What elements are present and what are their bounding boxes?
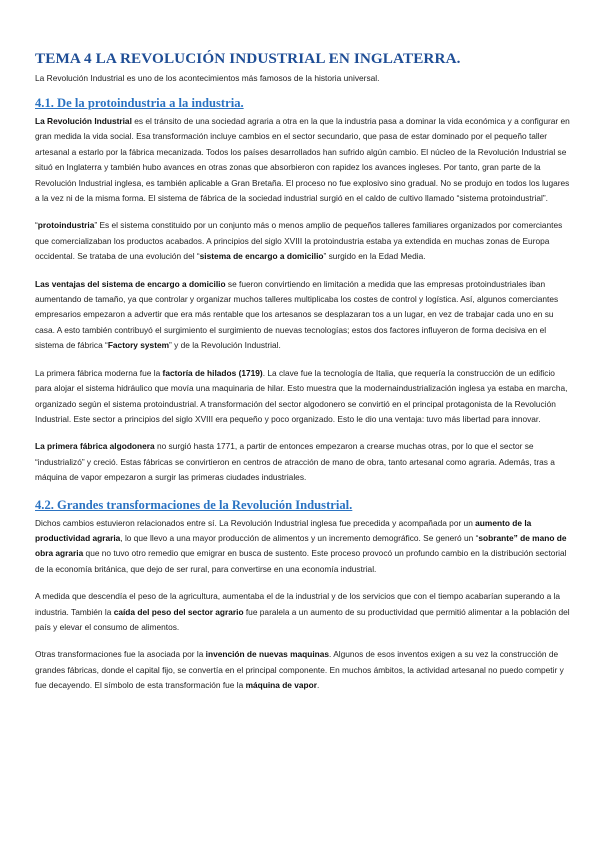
bold-term: Factory system [107,340,170,351]
text-run: . [316,680,320,691]
bold-term: máquina de vapor [245,680,317,691]
bold-term: sistema de encargo a domicilio [199,251,324,262]
text-run: que no tuvo otro remedio que emigrar en busca de sustento. Este proceso provocó un profundo cambio en la distribución sectorial de la economía británica, que dejo de ser rural, para convertirse en una economía industrial. [35,548,567,574]
bold-term: aumento de la productividad agraria [35,517,532,543]
section-heading-4-1: 4.1. De la protoindustria a la industria. [35,96,244,110]
text-run: ” y de la Revolución Industrial. [169,340,281,351]
text-run: Otras transformaciones fue la asociada por la [35,649,206,660]
text-run: es el tránsito de una sociedad agraria a otra en la que la industria pasa a dominar la vida económica y a configurar en gran medida la vida social. Esa transformación incluye cambios en el sector secundario, que pasa de estar dominado por el pequeño taller artesanal a estarlo por la fábrica mecanizada. Todos los países desarrollados han sufrido algún cambio. El núcleo de la Revolución Industrial se situó en Inglaterra y también hubo avances en otras zonas que absorbieron con rapidez los avances ingleses. Por tanto, gran parte de la Revolución Industrial inglesa, es también aplicable a Gran Bretaña. El proceso no fue explosivo sino gradual. No se produjo en todos los lugares a la vez ni de la misma forma. El sistema de fábrica de la sociedad industrial surgió en el caldo de cultivo llamado “sistema protoindustrial”. [35,116,570,204]
bold-term: factoría de hilados (1719) [162,367,263,378]
text-run: ” surgido en la Edad Media. [323,251,426,262]
paragraph [35,439,570,485]
paragraph [35,366,570,428]
bold-term: sobrante” de mano de obra agraria [35,532,567,559]
bold-term: protoindustria [37,220,95,231]
intro-text: La Revolución Industrial es uno de los acontecimientos más famosos de la historia universal. [35,73,380,83]
section-heading-4-2: 4.2. Grandes transformaciones de la Revolución Industrial. [35,497,353,512]
text-run: A medida que descendía el peso de la agricultura, aumentaba el de la industrial y de los servicios que con el tiempo acabarían superando a la industria. También la [35,591,561,617]
text-run: Dichos cambios estuvieron relacionados entre sí. La Revolución Industrial inglesa fue precedida y acompañada por un [35,517,476,528]
document-title: TEMA 4 LA REVOLUCIÓN INDUSTRIAL EN INGLATERRA. [35,50,461,67]
text-run: La primera fábrica moderna fue la [35,367,163,378]
bold-term: caída del peso del sector agrario [113,606,244,617]
bold-term: La primera fábrica algodonera [35,441,155,452]
bold-term: La Revolución Industrial [35,116,132,126]
text-run: ” Es el sistema constituido por un conjunto más o menos amplio de pequeños talleres familiares organizados por comerciantes que comercializaban los productos acabados. A principios del siglo XVIII la protoindustria estaba ya extendida en muchas zonas de Europa occidental. Se trataba de una evolución del “ [35,220,563,262]
text-run: , lo que llevo a una mayor producción de alimentos y un incremento demográfico. Se generó un “ [120,532,479,543]
text-run: fue paralela a un aumento de su productividad que permitió alimentar a la población del país y elevar el consumo de alimentos. [35,606,570,632]
paragraph [35,589,570,635]
paragraph [35,218,570,264]
text-run: “ [35,220,38,231]
text-run: . La clave fue la tecnología de Italia, que requería la construcción de un edificio para alojar el sistema hidráulico que movía una maquinaria de hilar. Esto muestra que la modernaindustrialización inglesa ya estaba en marcha, organizado según el sistema protoindustrial. A transformación del sector algodonero se convirtió en el principal protagonista de la Revolución Industrial. Este sector a principios del siglo XVIII era pequeño y poco organizado. Esto le dio una ventaja: tuvo más libertad para innovar. [35,367,568,424]
bold-term: invención de nuevas maquinas [205,649,330,660]
text-run: se fueron convirtiendo en limitación a medida que las empresas protoindustriales iban aumentando de tamaño, ya que controlar y organizar muchos talleres multiplicaba los costes de control y logística. Así, algunos comerciantes empresarios empezaron a advertir que era más rentable que los artesanos se desplazaran tos a un lugar, en vez de trabajar cada uno en su casa. A esto también contribuyó el surgimiento el surgimiento de nuevas tecnologías; estos dos factores influyeron de forma decisiva en el sistema de fábrica “ [35,278,559,351]
bold-term: Las ventajas del sistema de encargo a domicilio [35,278,226,289]
text-run: no surgió hasta 1771, a partir de entonces empezaron a crearse muchas otras, por lo que el sector se “industrializó” y creció. Estas fábricas se convirtieron en centros de atracción de mano de obra, tanto artesanal como agraria. Además, tras a máquina de vapor empezaron a surgir las primeras ciudades industriales. [35,441,555,483]
paragraph [35,647,570,693]
paragraph [35,114,570,206]
paragraph [35,277,570,354]
text-run: . Algunos de esos inventos exigen a su vez la construcción de grandes fábricas, donde el capital fijo, se convertía en el principal componente. En muchos ámbitos, la actividad artesanal no puedo competir y fue decayendo. El símbolo de esta transformación fue la [35,649,564,691]
paragraph [35,516,570,578]
